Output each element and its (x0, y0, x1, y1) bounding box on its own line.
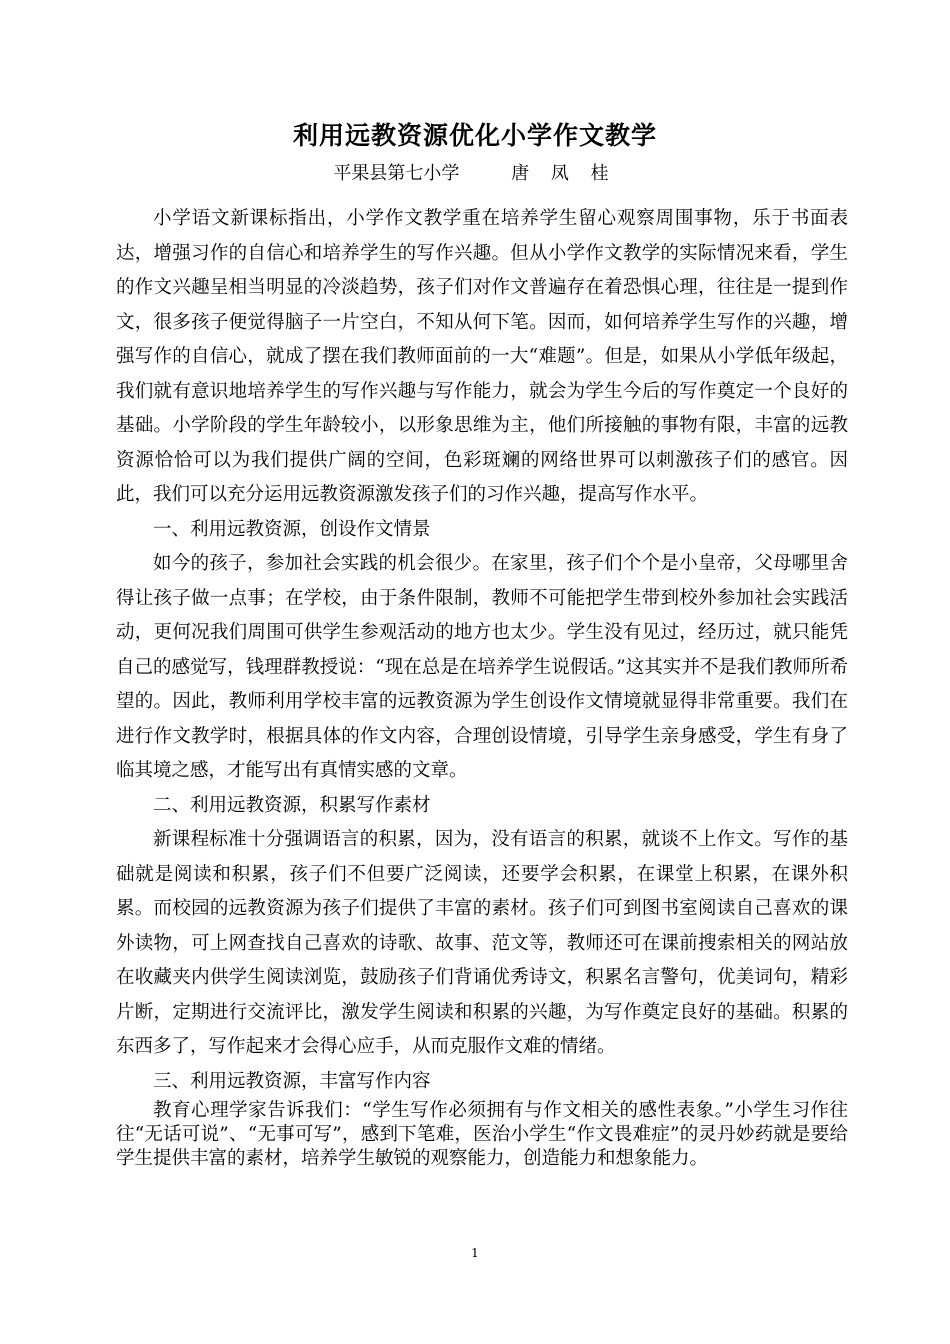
document-body (116, 202, 848, 1171)
author-name: 唐 凤 桂 (511, 163, 617, 184)
section-heading-3: 三、利用远教资源，丰富写作内容 (153, 1070, 431, 1092)
paragraph-section-1: 如今的孩子，参加社会实践的机会很少。在家里，孩子们个个是小皇帝，父母哪里舍得让孩子做一点事；在学校，由于条件限制，教师不可能把学生带到校外参加社会实践活动，更何况我们周围可供学生参观活动的地方也太少。学生没有见过，经历过，就只能凭自己的感觉写，钱理群教授说：“现在总是在培养学生说假话。”这其实并不是我们教师所希望的。因此，教师利用学校丰富的远教资源为学生创设作文情境就显得非常重要。我们在进行作文教学时，根据具体的作文内容，合理创设情境，引导学生亲身感受，学生有身了临其境之感，才能写出有真情实感的文章。 (116, 553, 848, 781)
page-number: 1 (471, 1246, 479, 1260)
paragraph-section-2: 新课程标准十分强调语言的积累，因为，没有语言的积累，就谈不上作文。写作的基础就是阅读和积累，孩子们不但要广泛阅读，还要学会积累，在课堂上积累，在课外积累。而校园的远教资源为孩子们提供了丰富的素材。孩子们可到图书室阅读自己喜欢的课外读物，可上网查找自己喜欢的诗歌、故事、范文等，教师还可在课前搜索相关的网站放在收藏夹内供学生阅读浏览，鼓励孩子们背诵优秀诗文，积累名言警句，优美词句，精彩片断，定期进行交流评比，激发学生阅读和积累的兴趣，为写作奠定良好的基础。积累的东西多了，写作起来才会得心应手，从而克服作文难的情绪。 (116, 829, 848, 1057)
section-heading-1: 一、利用远教资源，创设作文情景 (153, 518, 431, 540)
author-school: 平果县第七小学 (333, 163, 460, 184)
author-line (0, 160, 950, 188)
document-title: 利用远教资源优化小学作文教学 (292, 121, 657, 150)
section-heading-2: 二、利用远教资源，积累写作素材 (153, 794, 431, 816)
paragraph-section-3: 教育心理学家告诉我们：“学生写作必须拥有与作文相关的感性表象。”小学生习作往往“无话可说”、“无事可写”，感到下笔难，医治小学生“作文畏难症”的灵丹妙药就是要给学生提供丰富的素材，培养学生敏锐的观察能力，创造能力和想象能力。 (116, 1100, 848, 1169)
paragraph-intro: 小学语文新课标指出，小学作文教学重在培养学生留心观察周围事物，乐于书面表达，增强习作的自信心和培养学生的写作兴趣。但从小学作文教学的实际情况来看，学生的作文兴趣呈相当明显的冷淡趋势，孩子们对作文普遍存在着恐惧心理，往往是一提到作文，很多孩子便觉得脑子一片空白，不知从何下笔。因而，如何培养学生写作的兴趣，增强写作的自信心，就成了摆在我们教师面前的一大“难题”。但是，如果从小学低年级起，我们就有意识地培养学生的写作兴趣与写作能力，就会为学生今后的写作奠定一个良好的基础。小学阶段的学生年龄较小，以形象思维为主，他们所接触的事物有限，丰富的远教资源恰恰可以为我们提供广阔的空间，色彩斑斓的网络世界可以刺激孩子们的感官。因此，我们可以充分运用远教资源激发孩子们的习作兴趣，提高写作水平。 (116, 208, 848, 505)
